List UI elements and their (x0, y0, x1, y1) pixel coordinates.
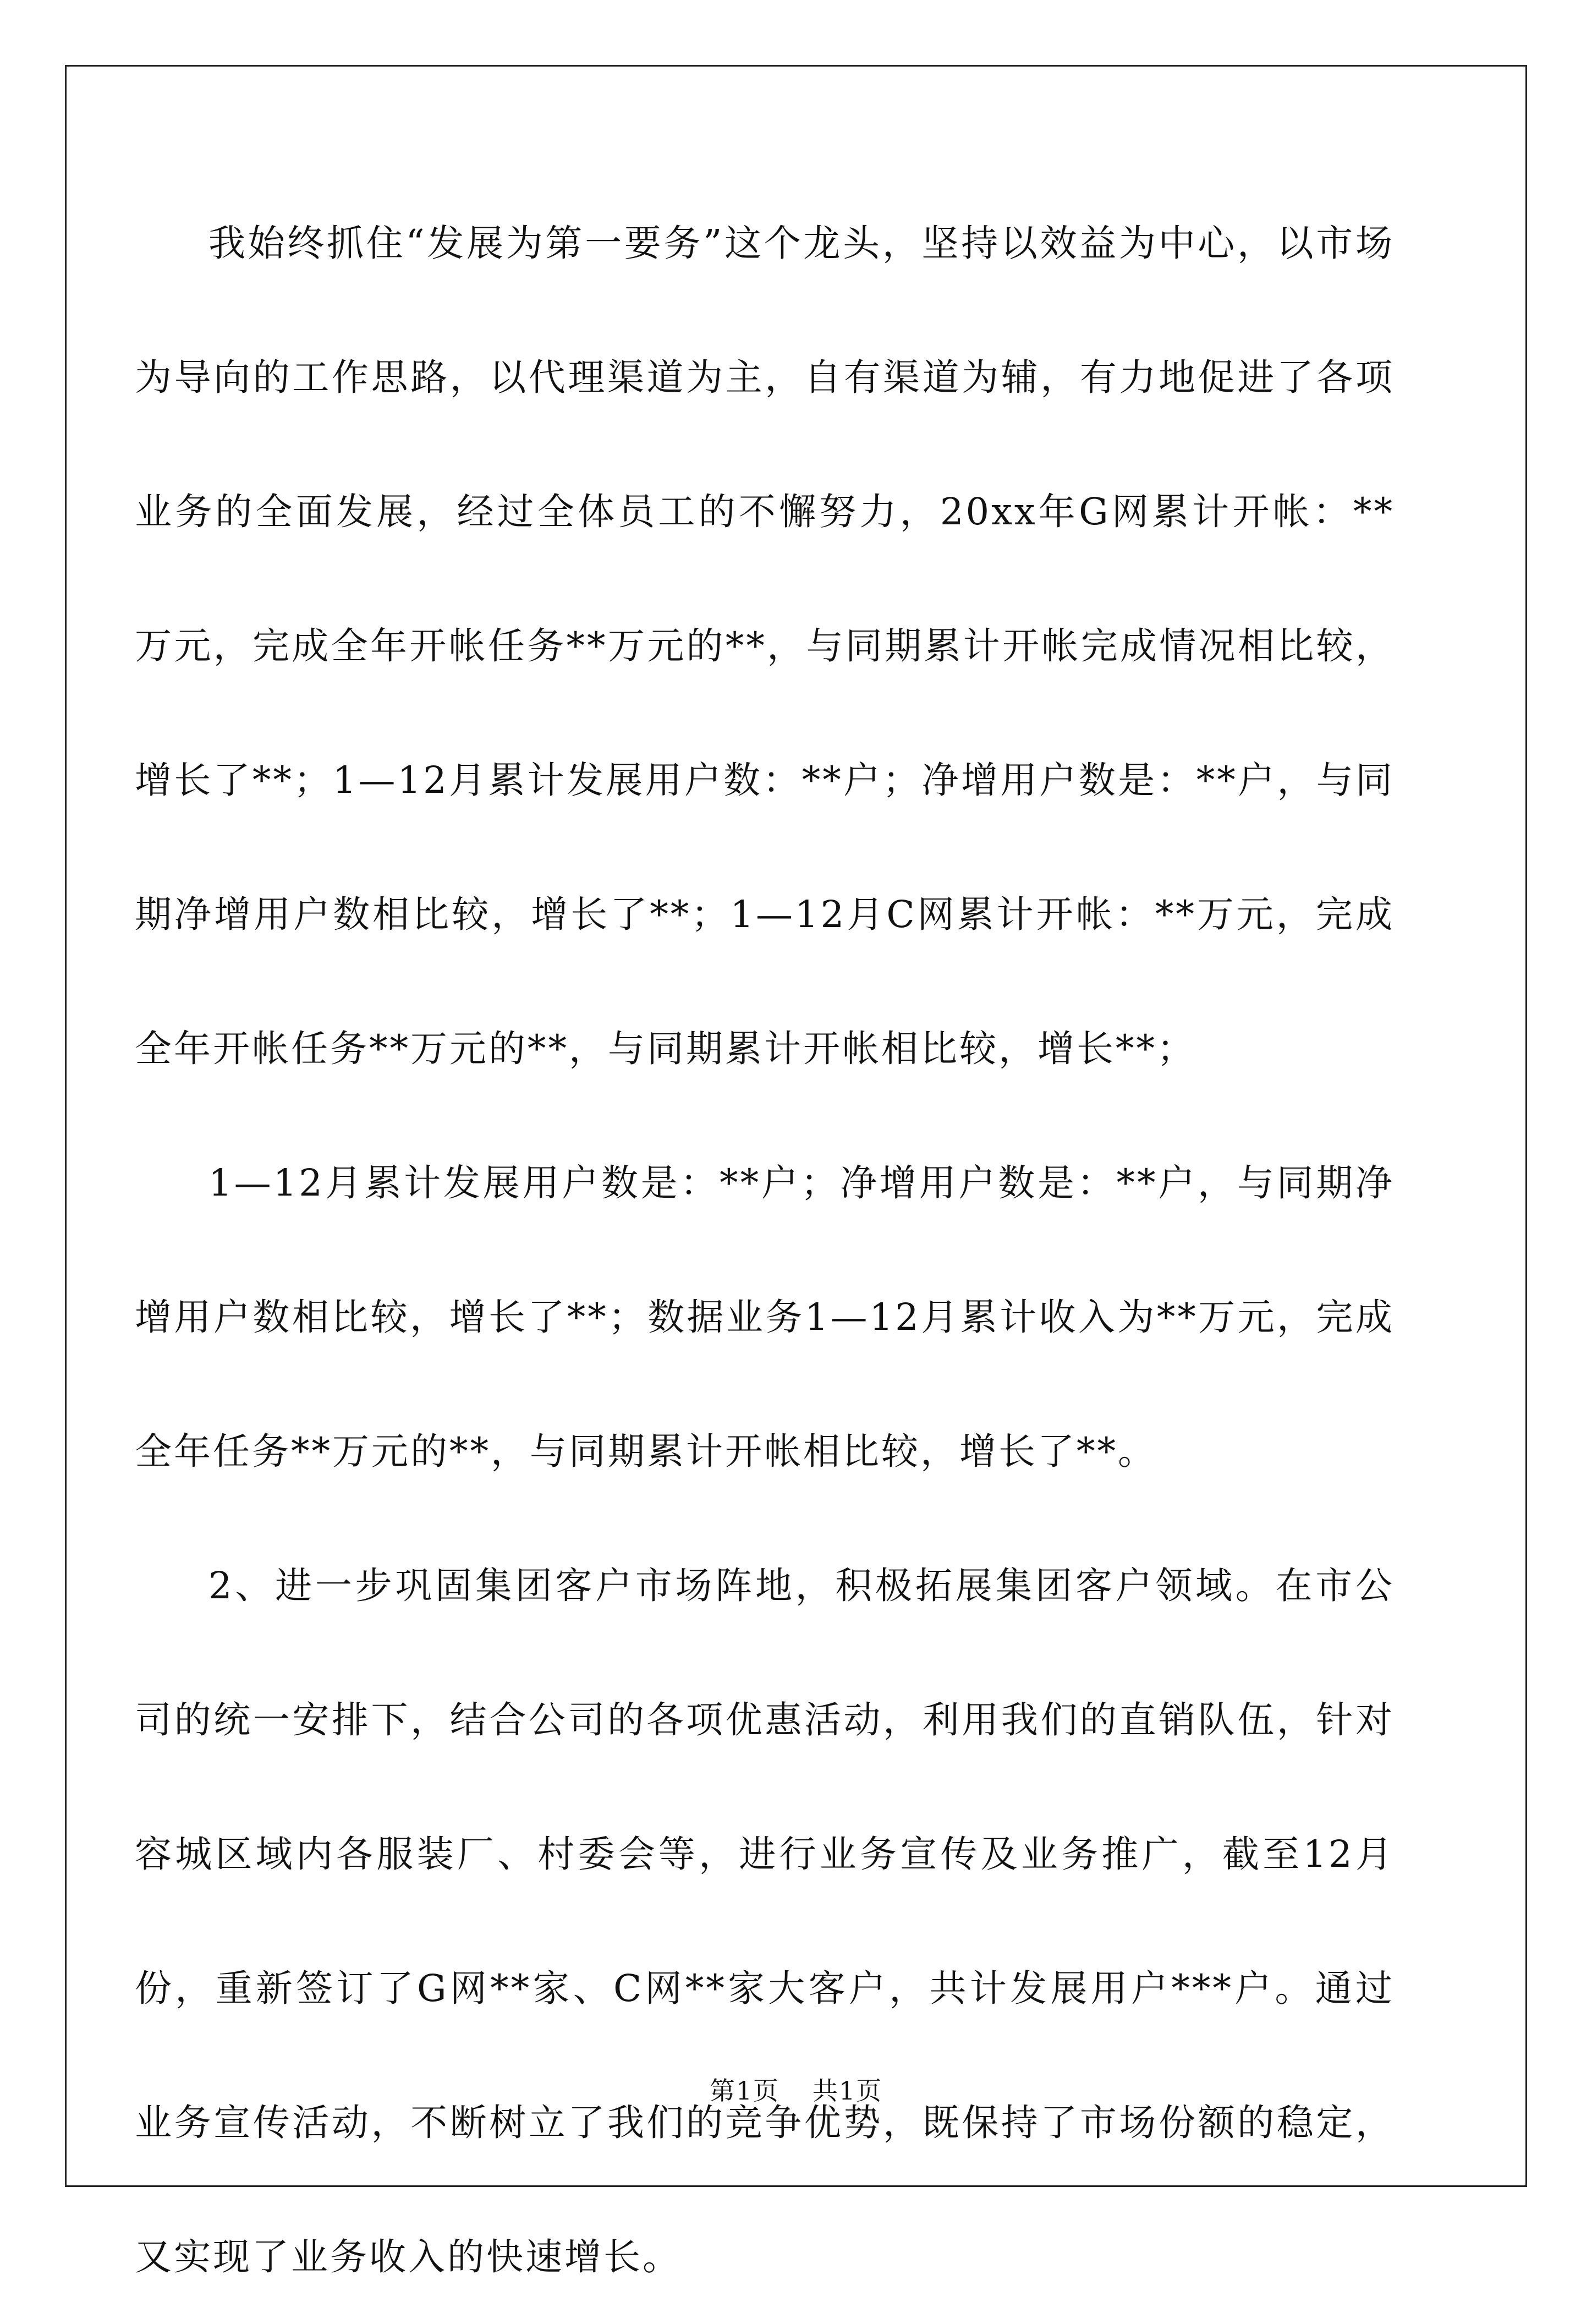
page-footer (0, 2074, 1592, 2107)
document-body (135, 176, 1395, 2324)
page-total: 共1页 (813, 2076, 883, 2106)
paragraph-1: 我始终抓住“发展为第一要务”这个龙头，坚持以效益为中心，以市场为导向的工作思路，以代理渠道为主，自有渠道为辅，有力地促进了各项业务的全面发展，经过全体员工的不懈努力，20xx年G网累计开帐：**万元，完成全年开帐任务**万元的**，与同期累计开帐完成情况相比较，增长了**；1—12月累计发展用户数：**户；净增用户数是：**户，与同期净增用户数相比较，增长了**；1—12月C网累计开帐：**万元，完成全年开帐任务**万元的**，与同期累计开帐相比较，增长**； (135, 222, 1395, 1070)
paragraph-3: 2、进一步巩固集团客户市场阵地，积极拓展集团客户领域。在市公司的统一安排下，结合公司的各项优惠活动，利用我们的直销队伍，针对容城区域内各服装厂、村委会等，进行业务宣传及业务推广，截至12月份，重新签订了G网**家、C网**家大客户，共计发展用户***户。通过业务宣传活动，不断树立了我们的竞争优势，既保持了市场份额的稳定，又实现了业务收入的快速增长。 (135, 1564, 1395, 2278)
paragraph-2: 1—12月累计发展用户数是：**户；净增用户数是：**户，与同期净增用户数相比较，增长了**；数据业务1—12月累计收入为**万元，完成全年任务**万元的**，与同期累计开帐相比较，增长了**。 (135, 1161, 1395, 1473)
page-number: 第1页 (709, 2076, 779, 2106)
